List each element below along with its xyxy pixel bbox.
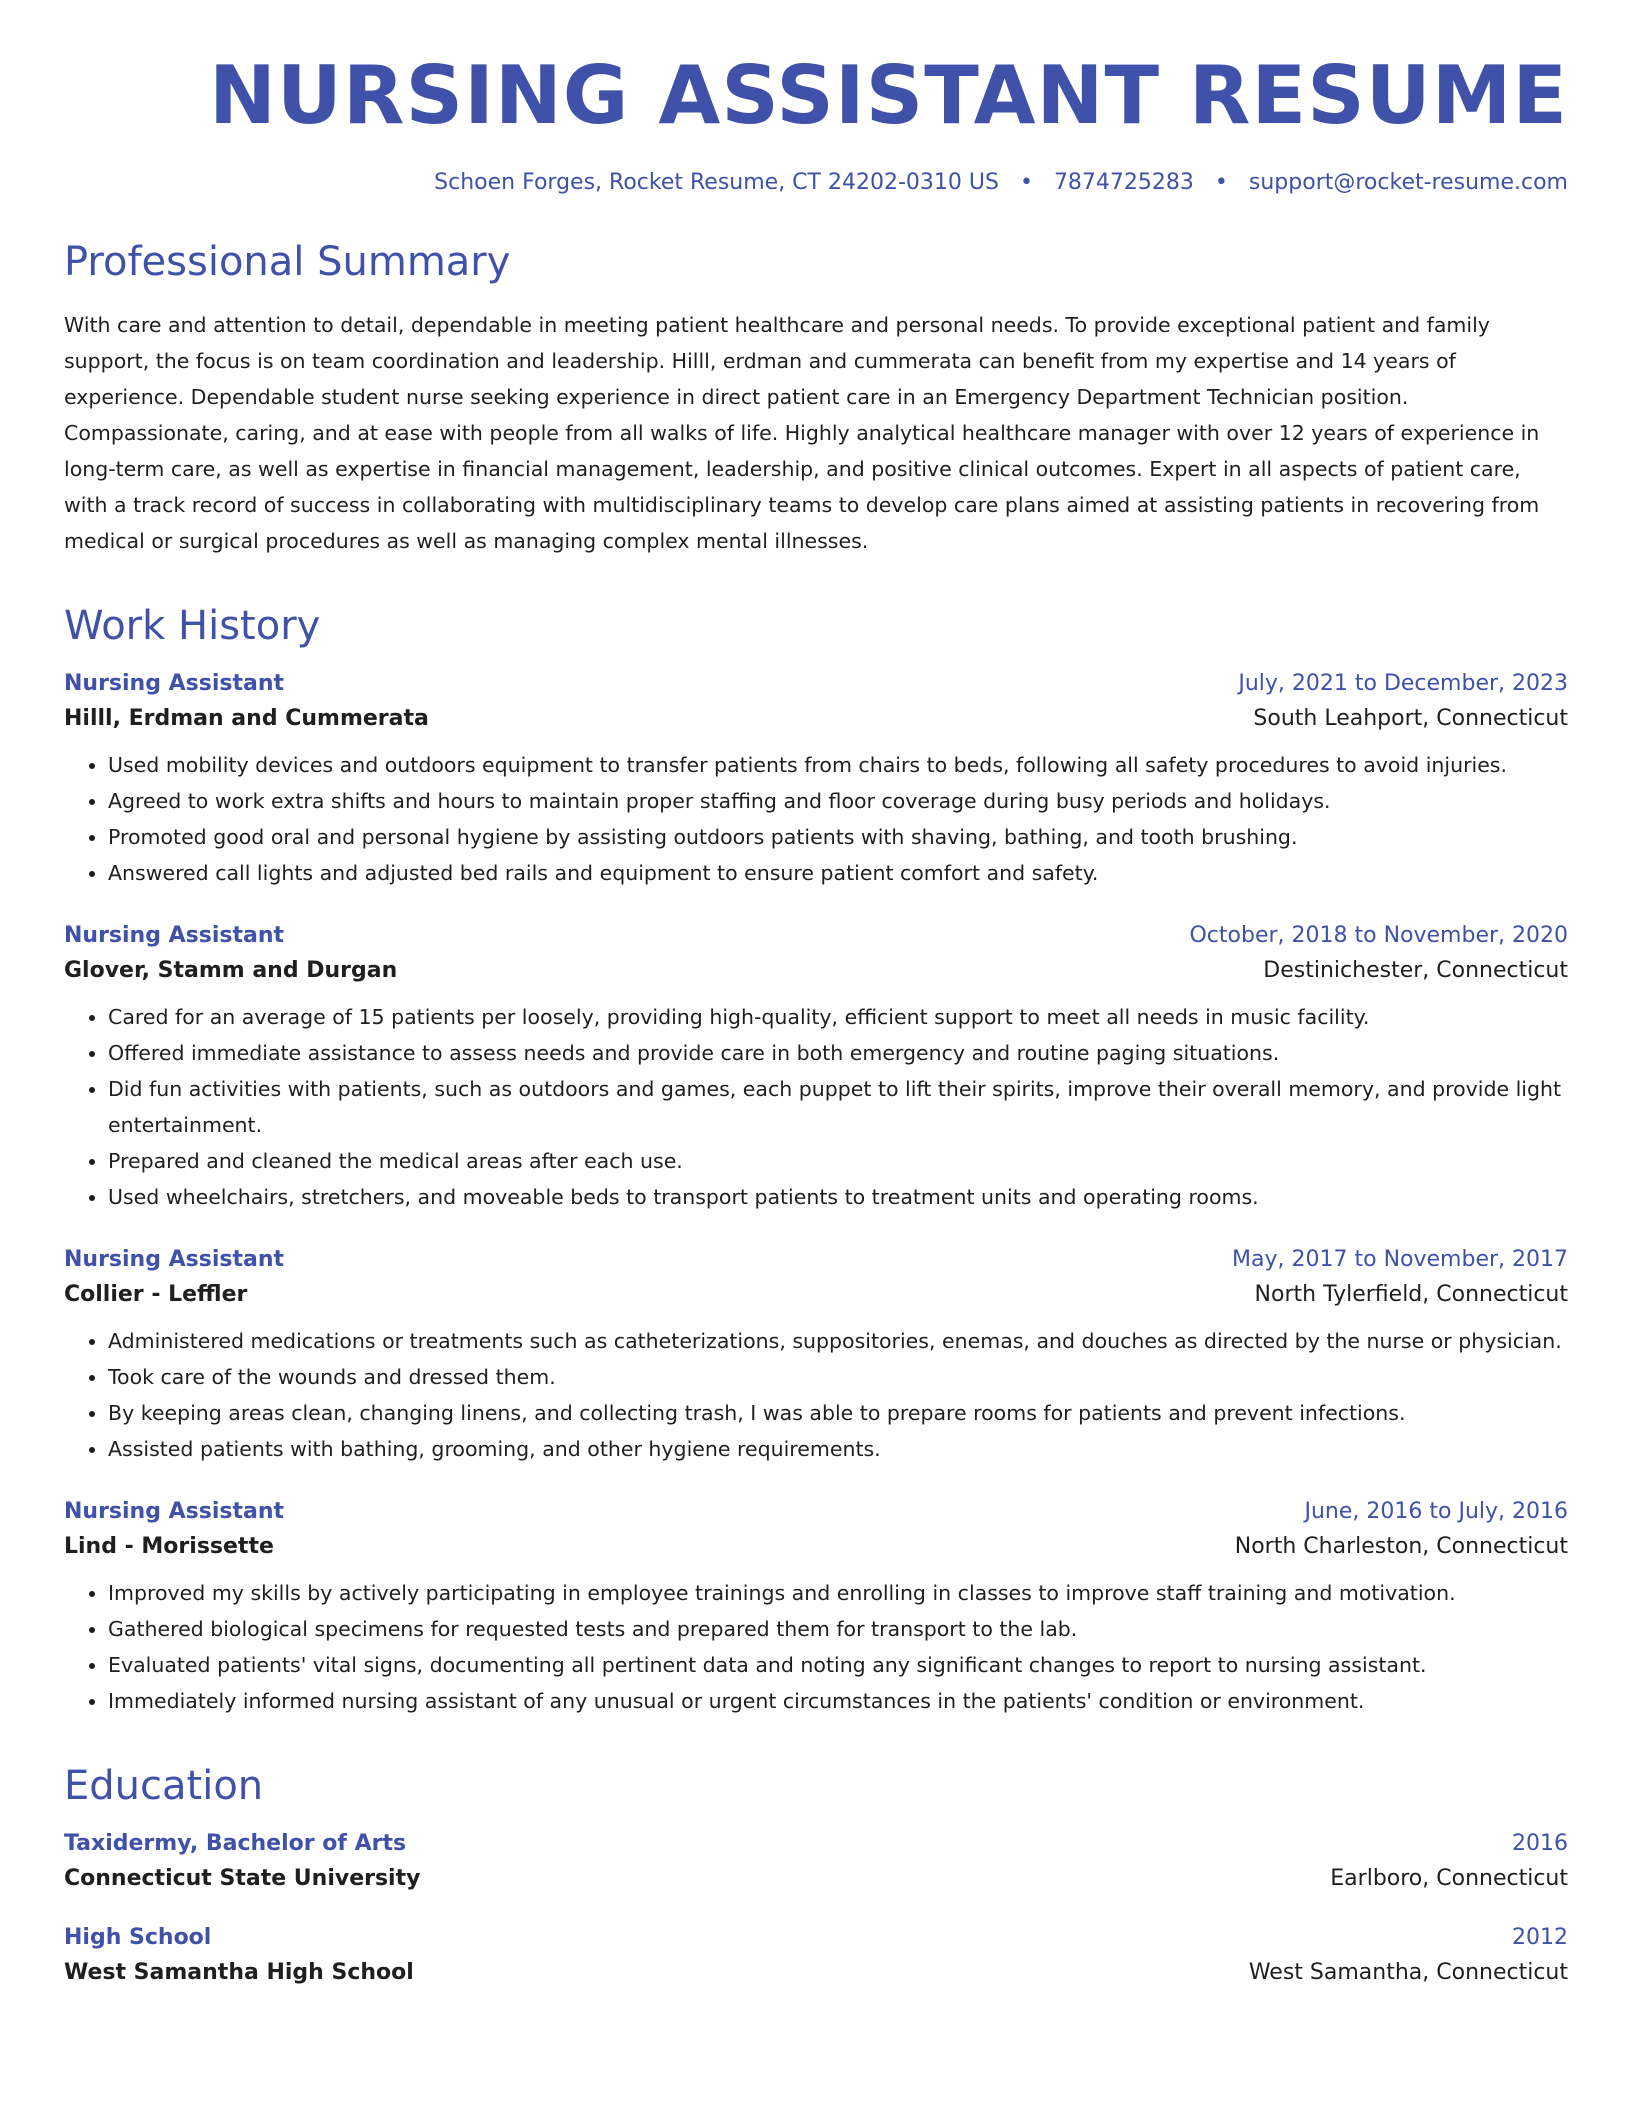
job-bullet: • Used wheelchairs, stretchers, and moveable beds to transport patients to treatment units and operating rooms. (108, 1179, 1568, 1215)
job-employer: Glover, Stamm and Durgan (64, 958, 398, 983)
education-school: Connecticut State University (64, 1866, 421, 1891)
job-dates: June, 2016 to July, 2016 (1304, 1499, 1568, 1524)
contact-line (64, 170, 1568, 195)
job-entry (64, 1499, 1568, 1719)
job-bullet: • By keeping areas clean, changing linens, and collecting trash, I was able to prepare rooms for patients and prevent infections. (108, 1395, 1568, 1431)
resume-title: NURSING ASSISTANT RESUME (208, 49, 1568, 142)
job-bullet: • Used mobility devices and outdoors equipment to transfer patients from chairs to beds, following all safety procedures to avoid injuries. (108, 747, 1568, 783)
contact-separator: • (1214, 170, 1228, 195)
education-location: West Samantha, Connecticut (1248, 1960, 1568, 1985)
job-bullet: • Took care of the wounds and dressed them. (108, 1359, 1568, 1395)
education-school: West Samantha High School (64, 1960, 414, 1985)
job-dates: May, 2017 to November, 2017 (1232, 1247, 1568, 1272)
job-bullet: • Answered call lights and adjusted bed rails and equipment to ensure patient comfort and safety. (108, 855, 1568, 891)
job-location: North Charleston, Connecticut (1234, 1534, 1568, 1559)
job-employer: Collier - Leffler (64, 1282, 248, 1307)
education-degree: High School (64, 1925, 212, 1950)
education-degree: Taxidermy, Bachelor of Arts (64, 1831, 407, 1856)
education-entry (64, 1925, 1568, 1985)
job-bullets (64, 1575, 1568, 1719)
job-location: Destinichester, Connecticut (1263, 958, 1568, 983)
job-bullet: • Evaluated patients' vital signs, documenting all pertinent data and noting any significant changes to report to nursing assistant. (108, 1647, 1568, 1683)
job-bullet: • Immediately informed nursing assistant of any unusual or urgent circumstances in the patients' condition or environment. (108, 1683, 1568, 1719)
job-employer: Lind - Morissette (64, 1534, 274, 1559)
contact-address: Schoen Forges, Rocket Resume, CT 24202-0310 US (434, 170, 999, 195)
job-bullet: • Improved my skills by actively participating in employee trainings and enrolling in classes to improve staff training and motivation. (108, 1575, 1568, 1611)
job-bullet: • Promoted good oral and personal hygiene by assisting outdoors patients with shaving, bathing, and tooth brushing. (108, 819, 1568, 855)
job-dates: October, 2018 to November, 2020 (1189, 923, 1568, 948)
education-heading: Education (64, 1763, 264, 1809)
job-title: Nursing Assistant (64, 1499, 285, 1524)
education-list (64, 1831, 1568, 1985)
job-bullets (64, 999, 1568, 1215)
job-title: Nursing Assistant (64, 1247, 285, 1272)
contact-email: support@rocket-resume.com (1248, 170, 1568, 195)
work-history-heading: Work History (64, 603, 321, 649)
education-year: 2016 (1512, 1831, 1568, 1856)
job-bullet: • Cared for an average of 15 patients per loosely, providing high-quality, efficient support to meet all needs in music facility. (108, 999, 1568, 1035)
job-bullet: • Gathered biological specimens for requested tests and prepared them for transport to the lab. (108, 1611, 1568, 1647)
job-title: Nursing Assistant (64, 671, 285, 696)
work-history-list (64, 671, 1568, 1719)
job-bullet: • Prepared and cleaned the medical areas after each use. (108, 1143, 1568, 1179)
job-title: Nursing Assistant (64, 923, 285, 948)
job-entry (64, 1247, 1568, 1467)
education-entry (64, 1831, 1568, 1891)
job-bullet: • Offered immediate assistance to assess needs and provide care in both emergency and routine paging situations. (108, 1035, 1568, 1071)
summary-text: With care and attention to detail, dependable in meeting patient healthcare and personal needs. To provide exceptional patient and family support, the focus is on team coordination and leadership. Hilll, erdman and cummerata can benefit from my expertise and 14 years of experience. Dependable student nurse seeking experience in direct patient care in an Emergency Department Technician position. Compassionate, caring, and at ease with people from all walks of life. Highly analytical healthcare manager with over 12 years of experience in long-term care, as well as expertise in financial management, leadership, and positive clinical outcomes. Expert in all aspects of patient care, with a track record of success in collaborating with multidisciplinary teams to develop care plans aimed at assisting patients in recovering from medical or surgical procedures as well as managing complex mental illnesses. (64, 313, 1540, 553)
job-dates: July, 2021 to December, 2023 (1238, 671, 1568, 696)
job-bullet: • Administered medications or treatments such as catheterizations, suppositories, enemas, and douches as directed by the nurse or physician. (108, 1323, 1568, 1359)
education-year: 2012 (1512, 1925, 1568, 1950)
job-bullet: • Agreed to work extra shifts and hours to maintain proper staffing and floor coverage during busy periods and holidays. (108, 783, 1568, 819)
education-location: Earlboro, Connecticut (1330, 1866, 1568, 1891)
job-bullets (64, 1323, 1568, 1467)
job-bullet: • Assisted patients with bathing, grooming, and other hygiene requirements. (108, 1431, 1568, 1467)
job-bullet: • Did fun activities with patients, such as outdoors and games, each puppet to lift their spirits, improve their overall memory, and provide light entertainment. (108, 1071, 1568, 1143)
job-location: North Tylerfield, Connecticut (1254, 1282, 1568, 1307)
summary-heading: Professional Summary (64, 239, 511, 285)
job-entry (64, 671, 1568, 891)
contact-separator: • (1019, 170, 1033, 195)
job-bullets (64, 747, 1568, 891)
contact-phone: 7874725283 (1053, 170, 1194, 195)
job-employer: Hilll, Erdman and Cummerata (64, 706, 429, 731)
job-entry (64, 923, 1568, 1215)
job-location: South Leahport, Connecticut (1253, 706, 1568, 731)
